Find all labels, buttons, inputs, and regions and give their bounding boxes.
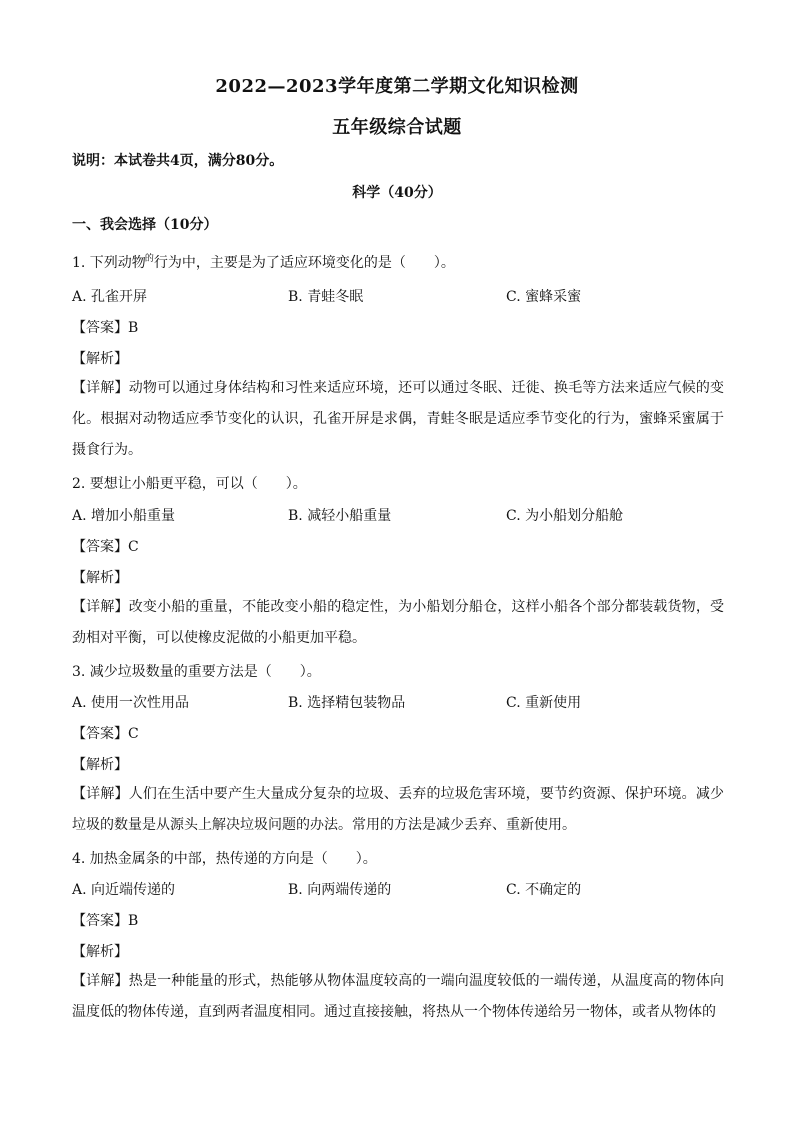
question-3-option-b: B. 选择精包装物品 xyxy=(288,695,406,711)
question-1-stem-post: 行为中，主要是为了适应环境变化的是（ ）。 xyxy=(153,255,455,271)
question-2-option-b: B. 减轻小船重量 xyxy=(288,508,392,524)
question-2-detail: 【详解】改变小船的重量，不能改变小船的稳定性，为小船划分船仓，这样小船各个部分都装载货物，受劲相对平衡，可以使橡皮泥做的小船更加平稳。 xyxy=(72,599,724,646)
question-1-stem-ruby: 的 xyxy=(144,254,154,264)
question-1-option-a: A. 孔雀开屏 xyxy=(72,289,148,305)
question-4-answer: 【答案】B xyxy=(72,913,139,929)
question-1-analysis: 【解析】 xyxy=(72,351,128,367)
question-2-option-a: A. 增加小船重量 xyxy=(72,508,176,524)
question-1-answer: 【答案】B xyxy=(72,320,139,336)
question-4-option-a: A. 向近端传递的 xyxy=(72,882,176,898)
question-1-stem xyxy=(72,251,455,272)
question-4-option-c: C. 不确定的 xyxy=(506,882,582,898)
section-title: 科学（40分） xyxy=(352,185,442,201)
exam-note: 说明：本试卷共4页，满分80分。 xyxy=(72,153,284,169)
question-3-option-c: C. 重新使用 xyxy=(506,695,582,711)
question-3-option-a: A. 使用一次性用品 xyxy=(72,695,190,711)
exam-subtitle: 五年级综合试题 xyxy=(332,117,462,138)
question-1-detail: 【详解】动物可以通过身体结构和习性来适应环境，还可以通过冬眠、迁徙、换毛等方法来适应气候的变化。根据对动物适应季节变化的认识，孔雀开屏是求偶，青蛙冬眠是适应季节变化的行为，蜜蜂采蜜属于摄食行为。 xyxy=(72,380,724,458)
question-1-option-b: B. 青蛙冬眠 xyxy=(288,289,364,305)
question-2-answer: 【答案】C xyxy=(72,539,139,555)
question-2-option-c: C. 为小船划分船舱 xyxy=(506,508,624,524)
question-3-detail: 【详解】人们在生活中要产生大量成分复杂的垃圾、丢弃的垃圾危害环境，要节约资源、保护环境。减少垃圾的数量是从源头上解决垃圾问题的办法。常用的方法是减少丢弃、重新使用。 xyxy=(72,786,724,833)
question-4-detail: 【详解】热是一种能量的形式，热能够从物体温度较高的一端向温度较低的一端传递，从温度高的物体向温度低的物体传递，直到两者温度相同。通过直接接触，将热从一个物体传递给另一物体，或者从物体的 xyxy=(72,973,724,1020)
question-3-stem: 3. 减少垃圾数量的重要方法是（ ）。 xyxy=(72,664,321,680)
exam-title: 2022—2023学年度第二学期文化知识检测 xyxy=(215,76,579,97)
question-4-stem: 4. 加热金属条的中部，热传递的方向是（ ）。 xyxy=(72,851,377,867)
question-1-option-c: C. 蜜蜂采蜜 xyxy=(506,289,582,305)
question-3-analysis: 【解析】 xyxy=(72,757,128,773)
question-4-option-b: B. 向两端传递的 xyxy=(288,882,392,898)
part-title: 一、我会选择（10分） xyxy=(72,217,218,233)
question-2-stem: 2. 要想让小船更平稳，可以（ ）。 xyxy=(72,476,307,492)
question-4-analysis: 【解析】 xyxy=(72,944,128,960)
question-1-stem-pre: 1. 下列动物 xyxy=(72,255,146,271)
question-3-answer: 【答案】C xyxy=(72,726,139,742)
question-2-analysis: 【解析】 xyxy=(72,570,128,586)
